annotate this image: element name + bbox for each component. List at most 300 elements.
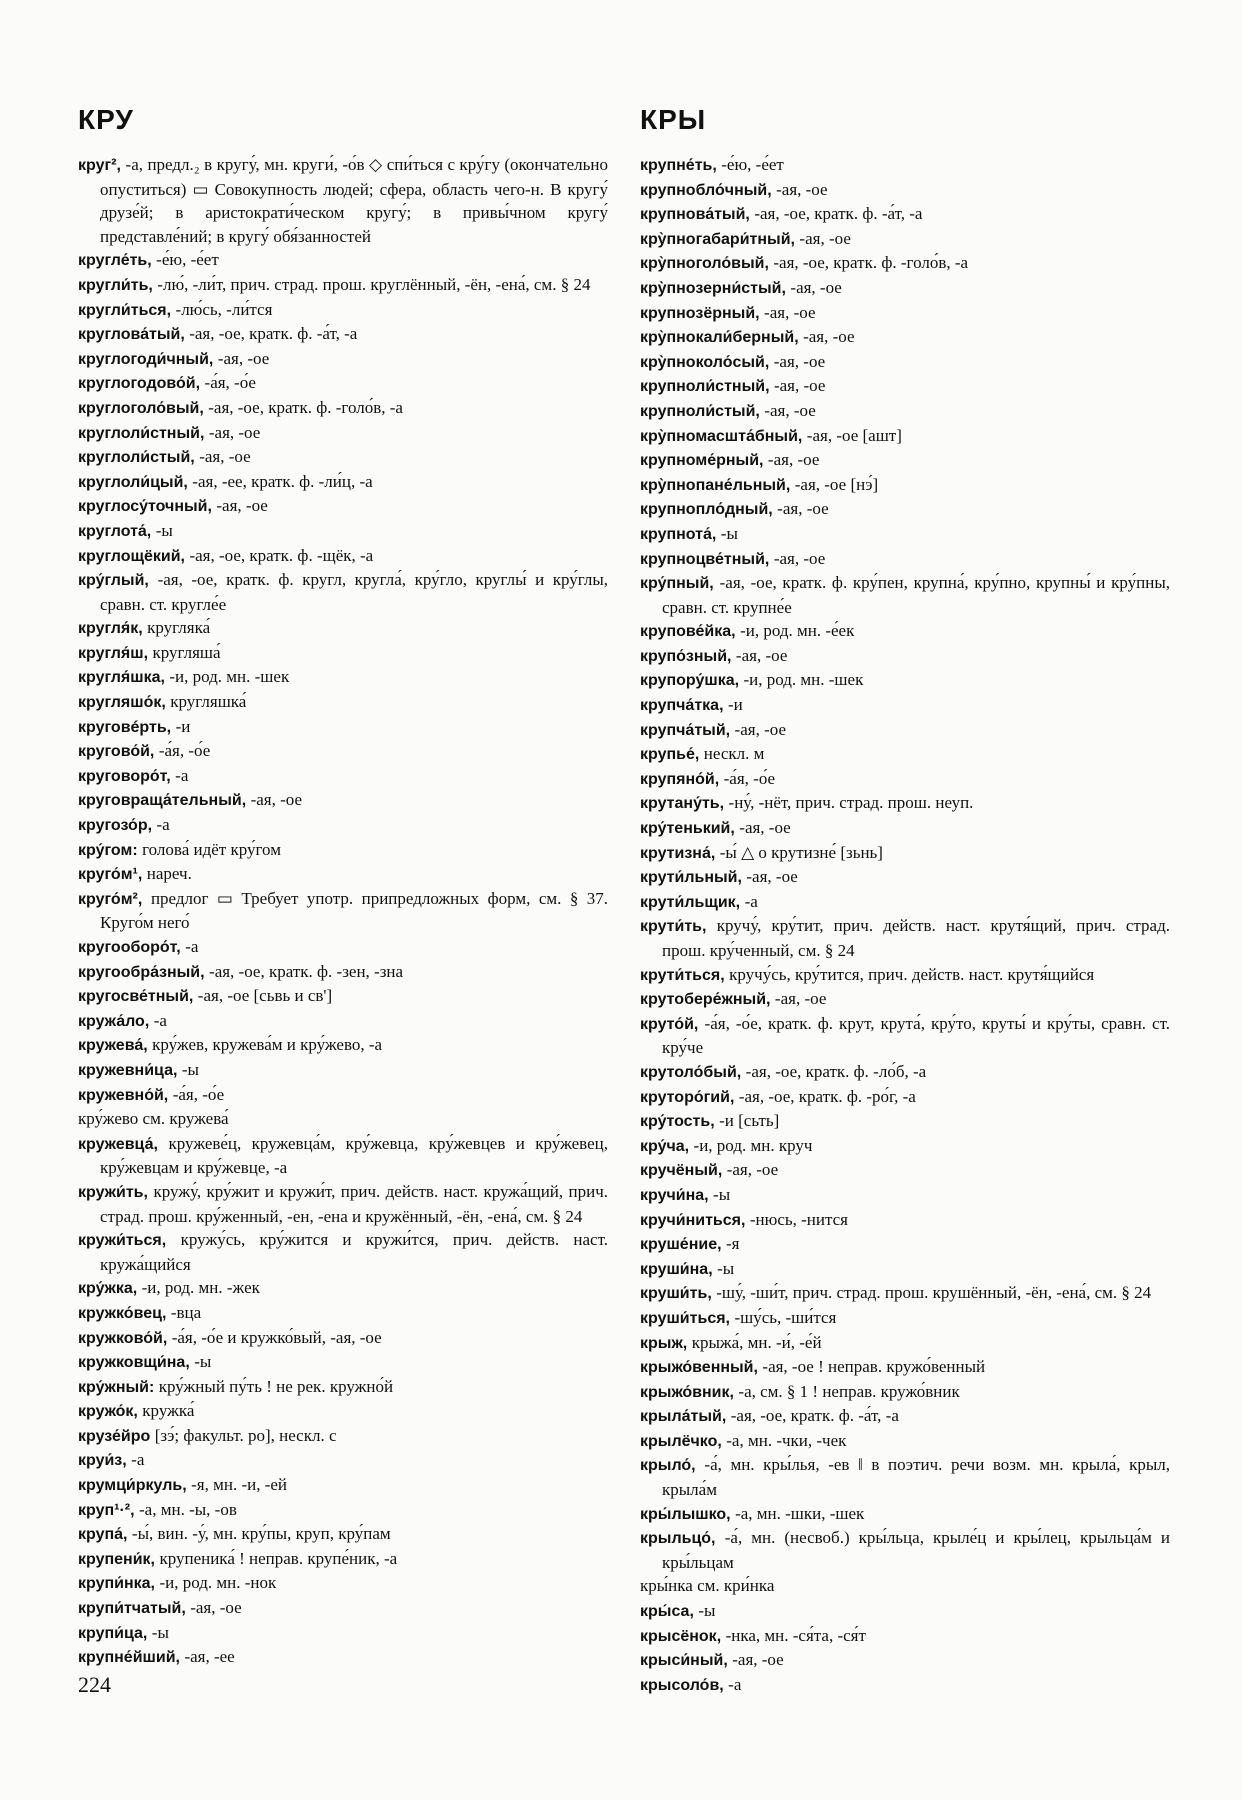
- entry-headword: кру̀пноголо́вый,: [640, 255, 774, 273]
- dictionary-entry: [640, 987, 1170, 1012]
- entry-body: -е́ю, -е́ет: [721, 155, 784, 174]
- dictionary-entry: [640, 1158, 1170, 1183]
- entry-headword: кругли́ть,: [78, 276, 158, 294]
- dictionary-entry: [78, 1571, 608, 1596]
- dictionary-entry: [640, 1085, 1170, 1110]
- entry-headword: крылёчко,: [640, 1432, 727, 1450]
- dictionary-entry: [640, 767, 1170, 792]
- dictionary-entry: [640, 742, 1170, 767]
- dictionary-entry: [640, 1429, 1170, 1454]
- dictionary-entry: [78, 1058, 608, 1083]
- entry-headword: кружково́й,: [78, 1329, 172, 1347]
- dictionary-entry: [78, 470, 608, 495]
- entry-headword: кру́пный,: [640, 575, 720, 593]
- dictionary-entry: [78, 1132, 608, 1180]
- entry-body: -ы: [155, 520, 173, 540]
- entry-body: -а, мн. -ы, -ов: [139, 1499, 237, 1519]
- dictionary-entry: [640, 1257, 1170, 1282]
- dictionary-entry: [640, 1331, 1170, 1356]
- entry-headword: круто́й,: [640, 1015, 705, 1033]
- entry-body: -ая, -ое: [199, 447, 251, 467]
- entry-headword: круговéрть,: [78, 718, 176, 736]
- entry-headword: крыжо́венный,: [640, 1359, 763, 1377]
- dictionary-entry: [78, 273, 608, 298]
- dictionary-entry: [640, 693, 1170, 718]
- entry-headword: кручи́на,: [640, 1186, 714, 1204]
- dictionary-entry: [78, 1621, 608, 1646]
- entry-headword: крупове́йка,: [640, 623, 741, 641]
- entry-headword: круглосу́точный,: [78, 498, 217, 516]
- entry-body: -ы: [720, 523, 738, 543]
- entry-headword: кру̀пногабари́тный,: [640, 230, 800, 248]
- entry-headword: кру́тость,: [640, 1113, 720, 1131]
- dictionary-entry: [640, 865, 1170, 890]
- dictionary-entry: [640, 1526, 1170, 1574]
- entry-headword: крупноцве́тный,: [640, 550, 774, 568]
- entry-headword: крыси́ный,: [640, 1652, 733, 1670]
- entry-headword: крупо́зный,: [640, 647, 736, 665]
- entry-body: -ая, -ее, кратк. ф. -ли́ц, -а: [192, 471, 373, 491]
- entry-headword: крутизна́,: [640, 844, 720, 862]
- entry-headword: крупье́,: [640, 746, 704, 764]
- dictionary-entry: [78, 739, 608, 764]
- entry-body: -а́я, -о́е, кратк. ф. крут, крута́, кру́то, круты́ и кру́ты, сравн. ст. кру́че: [662, 1013, 1170, 1058]
- dictionary-entry: [78, 665, 608, 690]
- dictionary-entry: [640, 227, 1170, 252]
- entry-headword: крупи́тчатый,: [78, 1600, 191, 1618]
- entry-body: кругляша́: [152, 642, 221, 662]
- entry-headword: крутану́ть,: [640, 795, 729, 813]
- dictionary-entry: [78, 715, 608, 740]
- entry-headword: кры́лышко,: [640, 1505, 736, 1523]
- entry-body: -а, мн. -шки, -шек: [735, 1503, 865, 1523]
- entry-headword: кругозо́р,: [78, 817, 157, 835]
- dictionary-entry: [78, 887, 608, 935]
- dictionary-entry: [640, 1453, 1170, 1501]
- entry-body: -лю́, -ли́т, прич. страд. прош. круглённый, -ён, -ена́, см. § 24: [157, 274, 591, 294]
- entry-headword: крыж,: [640, 1334, 692, 1352]
- dictionary-entry: [640, 1232, 1170, 1257]
- entry-body: -а́я, -о́е: [204, 373, 256, 393]
- entry-body: нареч.: [146, 864, 192, 884]
- entry-body: -и, род. мн. -шек: [169, 667, 290, 687]
- entry-body: -а́я, -о́е и кружко́вый, -ая, -ое: [171, 1327, 382, 1347]
- entry-body: -ая, -ое, кратк. ф. -щёк, -а: [189, 545, 374, 565]
- entry-body: -а, мн. -чки, -чек: [726, 1430, 847, 1450]
- entry-headword: кругли́ться,: [78, 301, 176, 319]
- entry-headword: крутоло́бый,: [640, 1063, 746, 1081]
- dictionary-entry: [640, 1404, 1170, 1429]
- entry-body: кругляка́: [147, 618, 211, 638]
- entry-body: -вца: [170, 1302, 202, 1322]
- dictionary-entry: [78, 788, 608, 813]
- entry-body: -ая, -ое: [773, 548, 826, 568]
- dictionary-entry: [78, 494, 608, 519]
- dictionary-entry: [640, 350, 1170, 375]
- entry-headword: круп¹·²,: [78, 1501, 140, 1519]
- entry-body: -е́ю, -е́ет: [156, 250, 219, 270]
- entry-headword: кружевно́й,: [78, 1086, 173, 1104]
- entry-headword: крыло́,: [640, 1457, 705, 1475]
- entry-body: -ая, -ое: [734, 719, 786, 739]
- entry-headword: кру̀пнозерни́стый,: [640, 279, 791, 297]
- dictionary-entry: [640, 841, 1170, 866]
- entry-headword: кругово́й,: [78, 743, 159, 761]
- entry-headword: кружевни́ца,: [78, 1061, 182, 1079]
- dictionary-entry: [640, 522, 1170, 547]
- entry-headword: круглоли́стый,: [78, 449, 200, 467]
- entry-body: -а: [728, 1674, 742, 1694]
- entry-body: -а: [153, 1010, 167, 1030]
- entry-headword: кружковщи́на,: [78, 1354, 195, 1372]
- dictionary-entry: [640, 1109, 1170, 1134]
- entry-body: -ая, -ое [нэ́]: [794, 474, 879, 494]
- entry-body: -ая, -ое: [726, 1160, 779, 1180]
- dictionary-entry: [640, 816, 1170, 841]
- dictionary-entry: [78, 764, 608, 789]
- entry-headword: крумци́ркуль,: [78, 1477, 192, 1495]
- dictionary-entry: [78, 1448, 608, 1473]
- entry-body: -ая, -ое: [732, 1650, 784, 1670]
- entry-body: -ая, -ое, кратк. ф. кругл, кругла́, кру́гло, круглы́ и кру́глы, сравн. ст. кругле́е: [100, 570, 608, 614]
- dictionary-entry: [640, 1134, 1170, 1159]
- dictionary-entry: [640, 251, 1170, 276]
- entry-body: -ая, -ое, кратк. ф. -голо́в, -а: [208, 397, 403, 417]
- dictionary-entry: [640, 914, 1170, 962]
- entry-headword: крупноме́рный,: [640, 452, 768, 470]
- dictionary-entry: [78, 616, 608, 641]
- entry-headword: кружевца́,: [78, 1135, 169, 1153]
- entry-headword: крысёнок,: [640, 1627, 726, 1645]
- entry-body: -ая, -ое: [777, 499, 829, 519]
- entry-headword: крыла́тый,: [640, 1408, 731, 1426]
- dictionary-entry: [640, 1574, 1170, 1599]
- dictionary-entry: [640, 1355, 1170, 1380]
- entry-headword: кружо́к,: [78, 1403, 143, 1421]
- entry-body: -ая, -ое: [739, 818, 791, 838]
- entry-headword: крыльцо́,: [640, 1530, 725, 1548]
- dictionary-entry: [78, 1596, 608, 1621]
- entry-body: -ы: [194, 1352, 212, 1372]
- entry-headword: кру́гом:: [78, 841, 143, 859]
- entry-headword: круши́ться,: [640, 1309, 735, 1327]
- entry-headword: кручёный,: [640, 1162, 727, 1180]
- entry-body: кру́жево см. кружева́: [78, 1109, 229, 1129]
- entry-body: кручу́, кру́тит, прич. действ. наст. крутя́щий, прич. страд. прош. кру́ченный, см. § 24: [662, 916, 1170, 960]
- entry-body: -а́, мн. кры́лья, -ев ‖ в поэтич. речи возм. мн. крыла́, крыл, крыла́м: [662, 1455, 1171, 1500]
- dictionary-entry: [640, 178, 1170, 203]
- entry-headword: круговоро́т,: [78, 767, 176, 785]
- dictionary-entry: [78, 935, 608, 960]
- entry-body: -ая, -ое, кратк. ф. -зен, -зна: [209, 961, 404, 981]
- dictionary-entry: [78, 1547, 608, 1572]
- entry-body: голова́ идёт кру́гом: [142, 839, 281, 859]
- entry-body: -нюсь, -нится: [749, 1209, 849, 1229]
- entry-headword: кру̀пнокали́берный,: [640, 329, 804, 347]
- entry-headword: кру̀пноколо́сый,: [640, 353, 774, 371]
- dictionary-entry: [78, 838, 608, 863]
- entry-headword: крузе́йро: [78, 1427, 155, 1445]
- dictionary-entry: [78, 347, 608, 372]
- entry-headword: круглота́,: [78, 522, 156, 540]
- entry-headword: крупнота́,: [640, 525, 721, 543]
- entry-headword: круглоли́стный,: [78, 424, 209, 442]
- dictionary-entry: [640, 1624, 1170, 1649]
- entry-headword: кружа́ло,: [78, 1012, 154, 1030]
- left-column: [78, 153, 608, 1670]
- entry-headword: крупча́тый,: [640, 721, 735, 739]
- entry-headword: крупени́к,: [78, 1550, 160, 1568]
- entry-body: -ая, -ое: [803, 327, 855, 347]
- dictionary-entry: [78, 690, 608, 715]
- entry-headword: кру́глый,: [78, 572, 158, 590]
- entry-headword: круговраща́тельный,: [78, 792, 251, 810]
- entry-body: -ая, -ое, кратк. ф. -а́т, -а: [730, 1406, 899, 1426]
- entry-body: -ая, -ое, кратк. ф. -ло́б, -а: [745, 1061, 927, 1081]
- entry-headword: крупне́йший,: [78, 1649, 185, 1667]
- entry-headword: кружи́ться,: [78, 1232, 181, 1250]
- entry-headword: кругооборо́т,: [78, 939, 186, 956]
- entry-body: -ая, -ое: [250, 790, 303, 810]
- dictionary-entry: [78, 813, 608, 838]
- dictionary-entry: [640, 1306, 1170, 1331]
- dictionary-entry: [78, 1473, 608, 1498]
- dictionary-entry: [78, 519, 608, 544]
- dictionary-entry: [78, 1645, 608, 1670]
- entry-body: кручу́сь, кру́тится, прич. действ. наст. крутя́щийся: [729, 964, 1095, 984]
- dictionary-entry: [640, 1599, 1170, 1624]
- entry-body: -ы́ △ о крутизне́ [зьнь]: [719, 842, 883, 862]
- dictionary-entry: [78, 960, 608, 985]
- entry-headword: круглова́тый,: [78, 326, 190, 344]
- dictionary-entry: [640, 668, 1170, 693]
- entry-body: -ая, -ое: [799, 228, 851, 248]
- entry-body: -ая, -ее: [184, 1647, 235, 1667]
- entry-body: -нка, мн. -ся́та, -ся́т: [725, 1625, 866, 1645]
- entry-headword: круторо́гий,: [640, 1088, 739, 1106]
- dictionary-entry: [78, 862, 608, 887]
- entry-body: -ы́, вин. -у́, мн. кру́пы, круп, кру́пам: [131, 1524, 391, 1544]
- entry-body: крупеника́ ! неправ. крупе́ник, -а: [159, 1548, 398, 1568]
- entry-headword: крыжо́вник,: [640, 1383, 739, 1401]
- entry-body: -ы: [717, 1258, 735, 1278]
- dictionary-entry: [78, 1522, 608, 1547]
- entry-headword: кры́са,: [640, 1603, 699, 1621]
- entry-headword: кругообра́зный,: [78, 963, 210, 981]
- entry-body: -ая, -ое: [773, 376, 826, 396]
- entry-headword: круши́ть,: [640, 1285, 717, 1303]
- entry-body: -ая, -ое: [790, 277, 842, 297]
- entry-body: -и, род. мн. -е́ек: [740, 621, 855, 641]
- dictionary-entry: [640, 1012, 1170, 1060]
- entry-body: -ая, -ое: [746, 867, 798, 887]
- dictionary-entry: [640, 890, 1170, 915]
- entry-body: -ая, -ое, кратк. ф. кру́пен, крупна́, кру́пно, крупны́ и кру́пны, сравн. ст. крупне́е: [662, 573, 1170, 617]
- entry-headword: круи́з,: [78, 1452, 132, 1470]
- dictionary-entry: [78, 641, 608, 666]
- entry-body: -и, род. мн. -жек: [141, 1278, 260, 1298]
- dictionary-entry: [78, 984, 608, 1009]
- entry-body: -а́я, -о́е: [158, 741, 211, 761]
- entry-body: -а́, мн. (несвоб.) кры́льца, крыле́ц и кры́лец, крыльца́м и кры́льцам: [662, 1528, 1170, 1572]
- entry-headword: крупнобло́чный,: [640, 181, 777, 199]
- running-head-left: КРУ: [78, 104, 134, 135]
- right-column: [640, 153, 1170, 1697]
- dictionary-entry: [640, 1502, 1170, 1527]
- entry-body: -ая, -ое: [764, 302, 816, 322]
- entry-headword: кру́ча,: [640, 1137, 694, 1155]
- dictionary-entry: [640, 473, 1170, 498]
- entry-body: крыжа́, мн. -и́, -е́й: [691, 1332, 822, 1352]
- entry-headword: кручи́ниться,: [640, 1211, 750, 1229]
- entry-body: -ая, -ое: [208, 422, 261, 442]
- entry-body: нескл. м: [703, 744, 765, 764]
- dictionary-entry: [640, 1281, 1170, 1306]
- dictionary-entry: [640, 1060, 1170, 1085]
- entry-headword: кру́жка,: [78, 1280, 142, 1298]
- dictionary-entry: [640, 718, 1170, 743]
- entry-headword: круше́ние,: [640, 1236, 726, 1254]
- entry-body: -шу́сь, -ши́тся: [734, 1307, 837, 1327]
- dictionary-entry: [78, 1326, 608, 1351]
- entry-body: -ы: [151, 1622, 169, 1642]
- entry-headword: кружи́ть,: [78, 1183, 154, 1201]
- entry-headword: круглогоди́чный,: [78, 350, 218, 368]
- dictionary-entry: [640, 791, 1170, 816]
- entry-body: -и: [727, 695, 743, 715]
- entry-body: [зэ́; факульт. ро], нескл. с: [154, 1425, 337, 1445]
- entry-headword: кругосве́тный,: [78, 988, 198, 1006]
- entry-headword: кругляшо́к,: [78, 694, 171, 712]
- entry-body: -ая, -ое: [773, 351, 826, 371]
- entry-body: -я, мн. -и, -ей: [191, 1475, 288, 1495]
- entry-headword: крупнова́тый,: [640, 206, 755, 224]
- dictionary-entry: [78, 1228, 608, 1276]
- entry-headword: кругля́шка,: [78, 669, 170, 687]
- entry-body: -ая, -ое [сьвь и св']: [197, 986, 333, 1006]
- entry-body: -ая, -ое: [776, 179, 828, 199]
- dictionary-entry: [78, 1276, 608, 1301]
- dictionary-entry: [78, 298, 608, 323]
- entry-body: кругляшка́: [170, 692, 247, 712]
- entry-body: -ая, -ое, кратк. ф. -голо́в, -а: [773, 253, 969, 273]
- entry-body: -а́я, -о́е: [723, 768, 776, 788]
- entry-headword: круглогодово́й,: [78, 375, 205, 393]
- entry-body: -ая, -ое: [216, 496, 268, 516]
- entry-body: -ы: [713, 1184, 731, 1204]
- dictionary-entry: [640, 325, 1170, 350]
- entry-body: -а: [185, 937, 199, 956]
- entry-body: -ая, -ое: [774, 989, 827, 1009]
- entry-body: -ая, -ое [ашт]: [806, 425, 902, 445]
- dictionary-entry: [78, 1107, 608, 1132]
- entry-headword: крупяно́й,: [640, 770, 724, 788]
- dictionary-entry: [640, 547, 1170, 572]
- dictionary-entry: [78, 1009, 608, 1034]
- dictionary-entry: [640, 276, 1170, 301]
- entry-headword: кружко́вец,: [78, 1304, 171, 1322]
- entry-body: -и [сьть]: [719, 1111, 780, 1131]
- dictionary-entry: [640, 399, 1170, 424]
- dictionary-entry: [640, 1673, 1170, 1698]
- entry-headword: крысоло́в,: [640, 1676, 729, 1694]
- dictionary-entry: [78, 396, 608, 421]
- entry-headword: кру̀пномасшта́бный,: [640, 427, 807, 445]
- entry-headword: круглоголо́вый,: [78, 399, 209, 417]
- entry-body: кружеве́ц, кружевца́м, кру́жевца, кру́жевцев и кру́жевец, кру́жевцам и кру́жевце, -а: [100, 1133, 608, 1178]
- entry-body: -и, род. мн. -шек: [743, 670, 864, 690]
- entry-headword: крупи́нка,: [78, 1575, 160, 1593]
- entry-body: -ая, -ое, кратк. ф. -ро́г, -а: [738, 1086, 916, 1106]
- entry-body: предлог ▭ Требует употр. припредложных форм, см. § 37. Круго́м него́: [100, 888, 609, 933]
- dictionary-entry: [640, 497, 1170, 522]
- dictionary-entry: [78, 322, 608, 347]
- entry-headword: крупнопло́дный,: [640, 501, 778, 519]
- entry-body: -а́я, -о́е: [172, 1084, 225, 1104]
- dictionary-entry: [78, 1498, 608, 1523]
- entry-headword: крупору́шка,: [640, 672, 744, 690]
- entry-body: -ая, -ое: [764, 400, 816, 420]
- dictionary-entry: [78, 153, 608, 248]
- entry-headword: круглощёкий,: [78, 547, 190, 565]
- dictionary-entry: [640, 374, 1170, 399]
- dictionary-entry: [640, 424, 1170, 449]
- entry-headword: крупноли́стый,: [640, 402, 765, 420]
- entry-body: -а: [131, 1450, 145, 1470]
- entry-body: кружу́, кру́жит и кружи́т, прич. действ. наст. кружа́щий, прич. страд. прош. кру́женный, -ен, -ена и кружённый, -ён, -ена́, см. § 24: [100, 1181, 608, 1226]
- entry-headword: крутобере́жный,: [640, 991, 775, 1009]
- entry-body: -а: [744, 891, 758, 911]
- dictionary-entry: [78, 568, 608, 616]
- dictionary-entry: [640, 301, 1170, 326]
- entry-headword: кру́жный:: [78, 1378, 159, 1396]
- entry-body: -и: [175, 716, 191, 736]
- dictionary-entry: [640, 1208, 1170, 1233]
- dictionary-entry: [78, 1083, 608, 1108]
- dictionary-entry: [78, 1350, 608, 1375]
- dictionary-entry: [640, 1648, 1170, 1673]
- entry-body: кру́жный пу́ть ! не рек. кружно́й: [158, 1376, 394, 1396]
- entry-headword: крупа́,: [78, 1526, 132, 1544]
- dictionary-entry: [78, 544, 608, 569]
- entry-body: кры́нка см. кри́нка: [640, 1576, 775, 1596]
- dictionary-entry: [640, 1183, 1170, 1208]
- entry-body: кружка́: [142, 1401, 195, 1421]
- entry-headword: круши́на,: [640, 1260, 718, 1278]
- dictionary-entry: [78, 421, 608, 446]
- entry-body: -ая, -ое: [735, 645, 788, 665]
- dictionary-entry: [78, 1033, 608, 1058]
- entry-body: -и, род. мн. круч: [693, 1135, 813, 1155]
- entry-headword: кружева́,: [78, 1037, 153, 1055]
- dictionary-entry: [78, 248, 608, 273]
- entry-headword: крути́ться,: [640, 966, 730, 984]
- entry-headword: круглоли́цый,: [78, 473, 193, 491]
- dictionary-entry: [640, 202, 1170, 227]
- entry-body: -ая, -ое: [767, 450, 820, 470]
- entry-body: -ая, -ое ! неправ. кружо́венный: [762, 1357, 986, 1377]
- entry-body: -а: [175, 765, 189, 785]
- entry-body: -лю́сь, -ли́тся: [175, 299, 273, 319]
- entry-body: -ы: [181, 1059, 199, 1079]
- entry-headword: круго́м²,: [78, 890, 151, 908]
- dictionary-entry: [640, 571, 1170, 619]
- entry-headword: круго́м¹,: [78, 866, 147, 884]
- entry-headword: крупноли́стный,: [640, 378, 774, 396]
- entry-headword: крупне́ть,: [640, 157, 722, 174]
- entry-body: -я: [726, 1234, 740, 1254]
- entry-body: -а, предл.₂ в кругу́, мн. круги́, -о́в ◇ спи́ться с кру́гу (окончательно опуститься) ▭ Совокупность людей; сфера, область чего-н. В кругу́ друзе́й; в аристократи́ческом кругу́; в привы́чном кругу́ представле́ний; в кругу́ обя́занностей: [100, 155, 608, 246]
